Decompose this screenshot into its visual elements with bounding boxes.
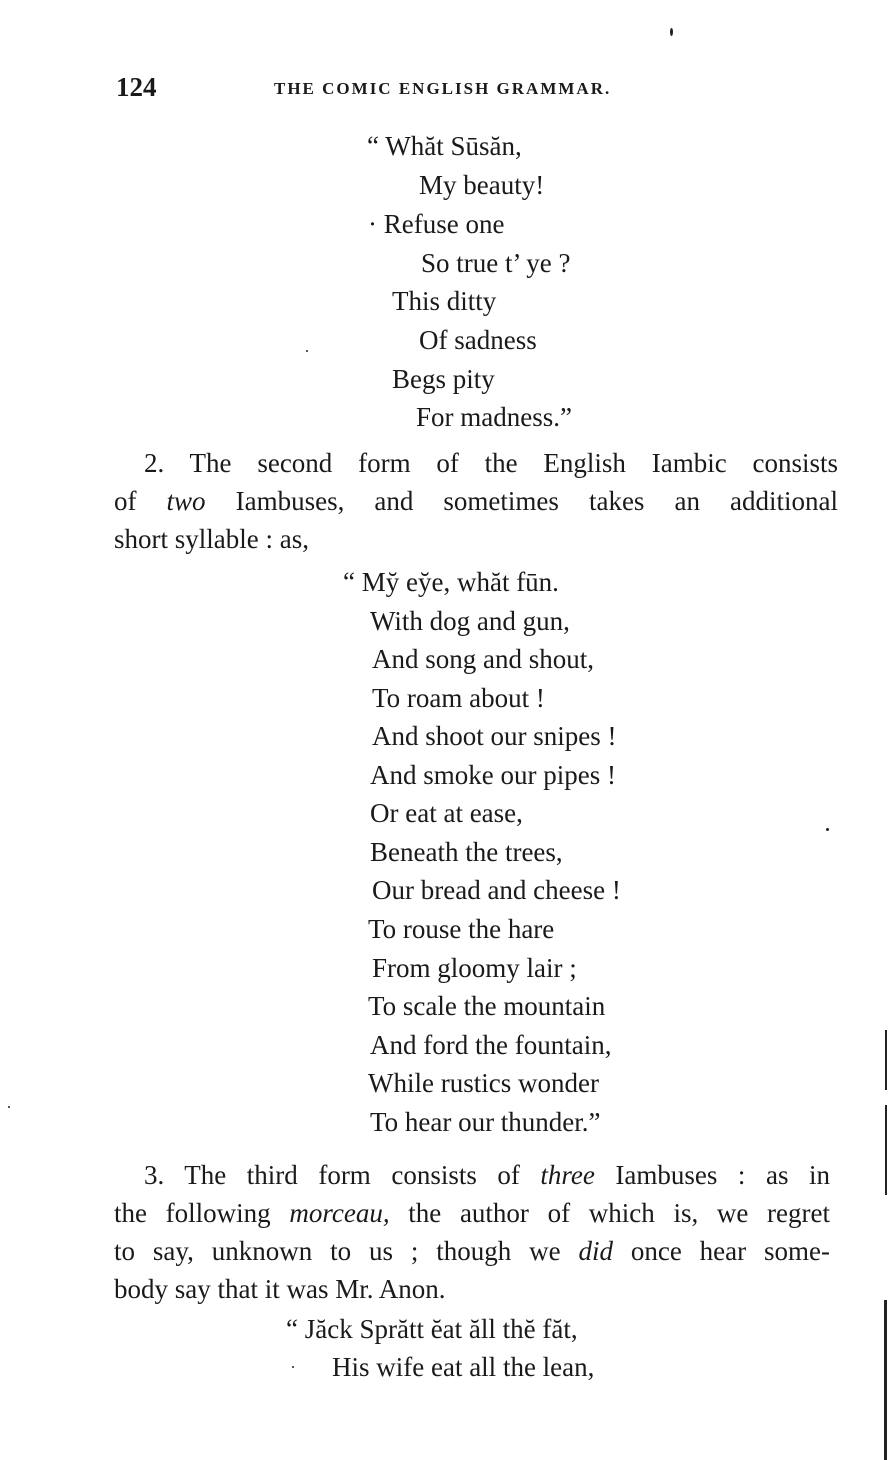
- paragraph-line: 3. The third form consists of three Iambuses : as in: [144, 1160, 830, 1190]
- verse-line: “ Jăck Sprătt ĕat ăll thĕ făt,: [286, 1314, 578, 1344]
- scan-edge-line: [885, 1105, 887, 1195]
- verse-line: His wife eat all the lean,: [332, 1352, 595, 1382]
- verse-line: · Refuse one: [368, 209, 505, 239]
- running-header: [116, 72, 676, 106]
- verse-line: So true t’ ye ?: [421, 248, 571, 278]
- verse-line: To roam about !: [372, 683, 545, 713]
- verse-line: To scale the mountain: [368, 991, 606, 1021]
- verse-line: This ditty: [392, 286, 497, 316]
- verse-line: From gloomy lair ;: [372, 953, 577, 983]
- paragraph-line: 2. The second form of the English Iambic consists: [144, 448, 838, 478]
- verse-line: And ford the fountain,: [370, 1030, 612, 1060]
- paragraph-line: short syllable : as,: [114, 524, 309, 554]
- page-number: 124: [116, 72, 157, 102]
- paragraph-line: of two Iambuses, and sometimes takes an additional: [114, 486, 838, 516]
- scan-speck: [292, 1366, 294, 1368]
- verse-line: And song and shout,: [372, 644, 594, 674]
- verse-line: “ Whăt Sūsăn,: [367, 131, 522, 161]
- scan-speck: [826, 828, 829, 831]
- scan-edge-line: [885, 1030, 887, 1090]
- paragraph-line: the following morceau, the author of which is, we regret: [114, 1198, 830, 1228]
- paragraph-line: to say, unknown to us ; though we did once hear some-: [114, 1236, 830, 1266]
- verse-line: My beauty!: [419, 170, 545, 200]
- verse-line: Begs pity: [392, 364, 495, 394]
- scan-speck: [8, 1106, 10, 1108]
- verse-line: While rustics wonder: [368, 1068, 599, 1098]
- scan-speck: [306, 350, 308, 352]
- verse-line: Or eat at ease,: [370, 798, 523, 828]
- scan-edge-line: [884, 1300, 887, 1460]
- verse-line: Our bread and cheese !: [372, 875, 621, 905]
- running-title: THE COMIC ENGLISH GRAMMAR.: [274, 79, 612, 98]
- verse-line: And shoot our snipes !: [372, 721, 617, 751]
- paragraph-second-form: [114, 444, 838, 558]
- scan-speck: [670, 28, 673, 36]
- paragraph-third-form: [114, 1156, 830, 1308]
- verse-line: Beneath the trees,: [370, 837, 563, 867]
- verse-line: For madness.”: [416, 402, 572, 432]
- paragraph-line: body say that it was Mr. Anon.: [114, 1274, 446, 1304]
- verse-line: With dog and gun,: [370, 606, 570, 636]
- verse-line: “ My̆ ey̆e, whăt fūn.: [343, 567, 559, 597]
- verse-line: To hear our thunder.”: [370, 1107, 601, 1137]
- verse-line: Of sadness: [419, 325, 537, 355]
- verse-line: To rouse the hare: [368, 914, 555, 944]
- verse-line: And smoke our pipes !: [370, 760, 616, 790]
